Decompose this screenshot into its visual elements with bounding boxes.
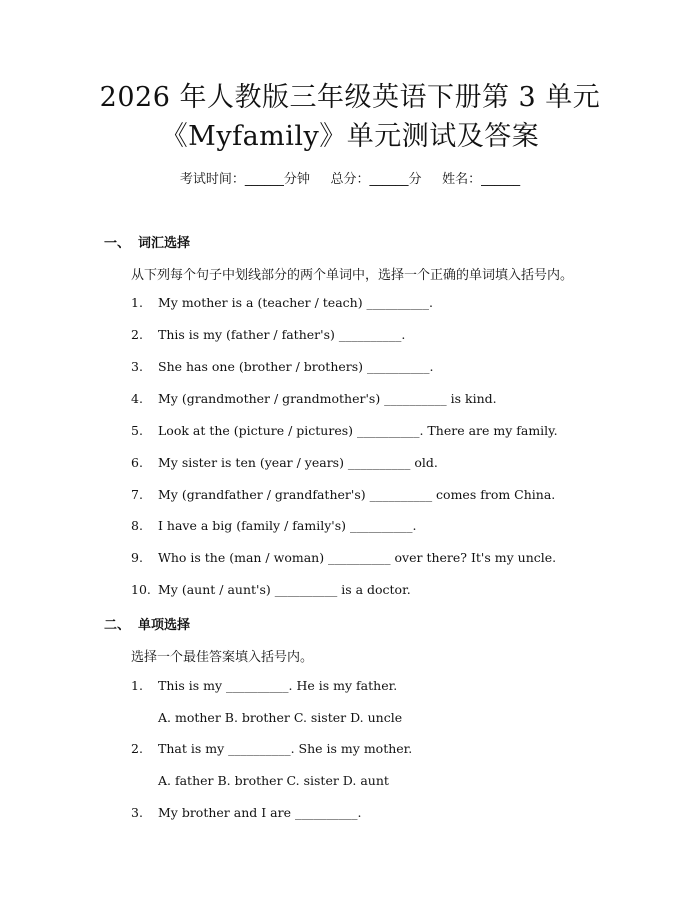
exam-info: 考试时间：______分钟 总分：______分 姓名：______: [179, 172, 521, 187]
question-number: 7.: [131, 487, 143, 502]
section-number: 一、: [104, 236, 131, 251]
section-heading: [104, 232, 190, 251]
question-item: [131, 550, 556, 565]
question-text: My sister is ten (year / years) __________ old.: [158, 455, 438, 470]
question-item: [131, 327, 405, 342]
question-item: [131, 295, 433, 310]
question-item: [131, 391, 497, 406]
question-number: 2.: [131, 741, 143, 756]
question-number: 1.: [131, 295, 143, 310]
section-instruction: 从下列每个句子中划线部分的两个单词中，选择一个正确的单词填入括号内。: [131, 268, 574, 283]
question-item: [131, 359, 434, 374]
question-text: My (grandfather / grandfather's) __________ comes from China.: [158, 487, 556, 502]
question-text: This is my (father / father's) __________.: [158, 327, 406, 342]
question-text: I have a big (family / family's) __________.: [158, 518, 417, 533]
answer-options: A. father B. brother C. sister D. aunt: [158, 773, 389, 788]
section-title: 词汇选择: [138, 236, 191, 251]
question-item: [131, 518, 416, 533]
question-number: 6.: [131, 455, 143, 470]
title-line-1: 2026 年人教版三年级英语下册第 3 单元: [99, 82, 601, 113]
question-item: [131, 487, 555, 502]
question-text: My (aunt / aunt's) __________ is a doctor.: [158, 582, 411, 597]
question-number: 3.: [131, 359, 143, 374]
question-text: Look at the (picture / pictures) __________. There are my family.: [158, 423, 558, 438]
question-number: 10.: [131, 582, 151, 597]
section-number: 二、: [104, 618, 131, 633]
question-text: My brother and I are __________.: [158, 805, 362, 820]
question-text: Who is the (man / woman) __________ over there? It's my uncle.: [158, 550, 557, 565]
question-number: 1.: [131, 678, 143, 693]
question-text: My mother is a (teacher / teach) __________.: [158, 295, 434, 310]
section-instruction: 选择一个最佳答案填入括号内。: [131, 650, 314, 665]
title-line-2: 《Myfamily》单元测试及答案: [160, 121, 540, 152]
question-number: 3.: [131, 805, 143, 820]
answer-options: A. mother B. brother C. sister D. uncle: [158, 710, 403, 725]
question-item: [131, 741, 412, 756]
question-number: 9.: [131, 550, 143, 565]
section-heading: [104, 614, 190, 633]
section-title: 单项选择: [138, 618, 191, 633]
question-item: [131, 423, 558, 438]
question-item: [131, 678, 397, 693]
question-text: That is my __________. She is my mother.: [158, 741, 413, 756]
question-item: [131, 455, 438, 470]
question-number: 5.: [131, 423, 143, 438]
question-number: 8.: [131, 518, 143, 533]
question-text: She has one (brother / brothers) __________.: [158, 359, 434, 374]
question-item: [131, 805, 361, 820]
question-number: 2.: [131, 327, 143, 342]
question-text: This is my __________. He is my father.: [158, 678, 398, 693]
question-item: [131, 582, 411, 597]
question-number: 4.: [131, 391, 143, 406]
question-text: My (grandmother / grandmother's) __________ is kind.: [158, 391, 497, 406]
